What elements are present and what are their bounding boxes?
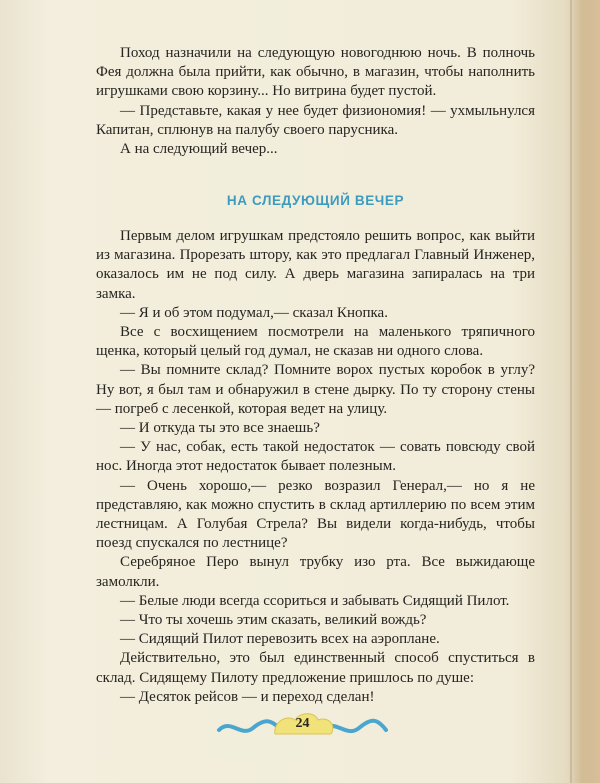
page-edge-shadow (568, 0, 600, 783)
paragraph: Действительно, это был единственный способ спуститься в склад. Сидящему Пилоту предложение пришлось по душе: (96, 650, 535, 686)
paragraph: — У нас, собак, есть такой недостаток — совать повсюду свой нос. Иногда этот недостаток бывает полезным. (96, 439, 535, 475)
chapter-heading: НА СЛЕДУЮЩИЙ ВЕЧЕР (226, 193, 405, 208)
paragraph: — И откуда ты это все знаешь? (120, 420, 320, 437)
paragraph: Серебряное Перо вынул трубку изо рта. Все выжидающе замолкли. (96, 554, 535, 590)
paragraph: — Очень хорошо,— резко возразил Генерал,— но я не представляю, как можно спустить в склад артиллерию по всем этим лестницам. А Голубая Стрела? Вы видели когда-нибудь, чтобы поезд спускался по лестнице? (96, 477, 535, 552)
body-text-block (96, 227, 535, 707)
paragraph: — Что ты хочешь этим сказать, великий вождь? (120, 612, 427, 629)
paragraph: — Десяток рейсов — и переход сделан! (120, 688, 375, 705)
paragraph: — Я и об этом подумал,— сказал Кнопка. (120, 304, 388, 321)
paragraph: А на следующий вечер... (120, 141, 278, 158)
page-footer (215, 708, 390, 744)
top-text-block (96, 44, 535, 159)
paragraph: — Сидящий Пилот перевозить всех на аэроплане. (120, 631, 440, 648)
paragraph: — Белые люди всегда ссориться и забывать Сидящий Пилот. (120, 592, 510, 609)
paragraph: — Вы помните склад? Помните ворох пустых коробок в углу? Ну вот, я был там и обнаружил в стене дырку. По ту сторону стены — погреб с лесенкой, которая ведет на улицу. (96, 362, 535, 417)
page-fold-line (570, 0, 572, 783)
paragraph: Первым делом игрушкам предстояло решить вопрос, как выйти из магазина. Прорезать штору, как это предлагал Главный Инженер, оказалось им не под силу. А дверь магазина запиралась на три замка. (96, 228, 535, 302)
paragraph: Все с восхищением посмотрели на маленького тряпичного щенка, который целый год думал, не сказав ни одного слова. (96, 324, 535, 360)
page-number: 24 (295, 716, 310, 731)
paragraph: — Представьте, какая у нее будет физиономия! — ухмыльнулся Капитан, сплюнув на палубу своего парусника. (96, 102, 535, 138)
paragraph: Поход назначили на следующую новогоднюю ночь. В полночь Фея должна была прийти, как обычно, в магазин, чтобы наполнить игрушками свою корзину... Но витрина будет пустой. (96, 45, 535, 100)
